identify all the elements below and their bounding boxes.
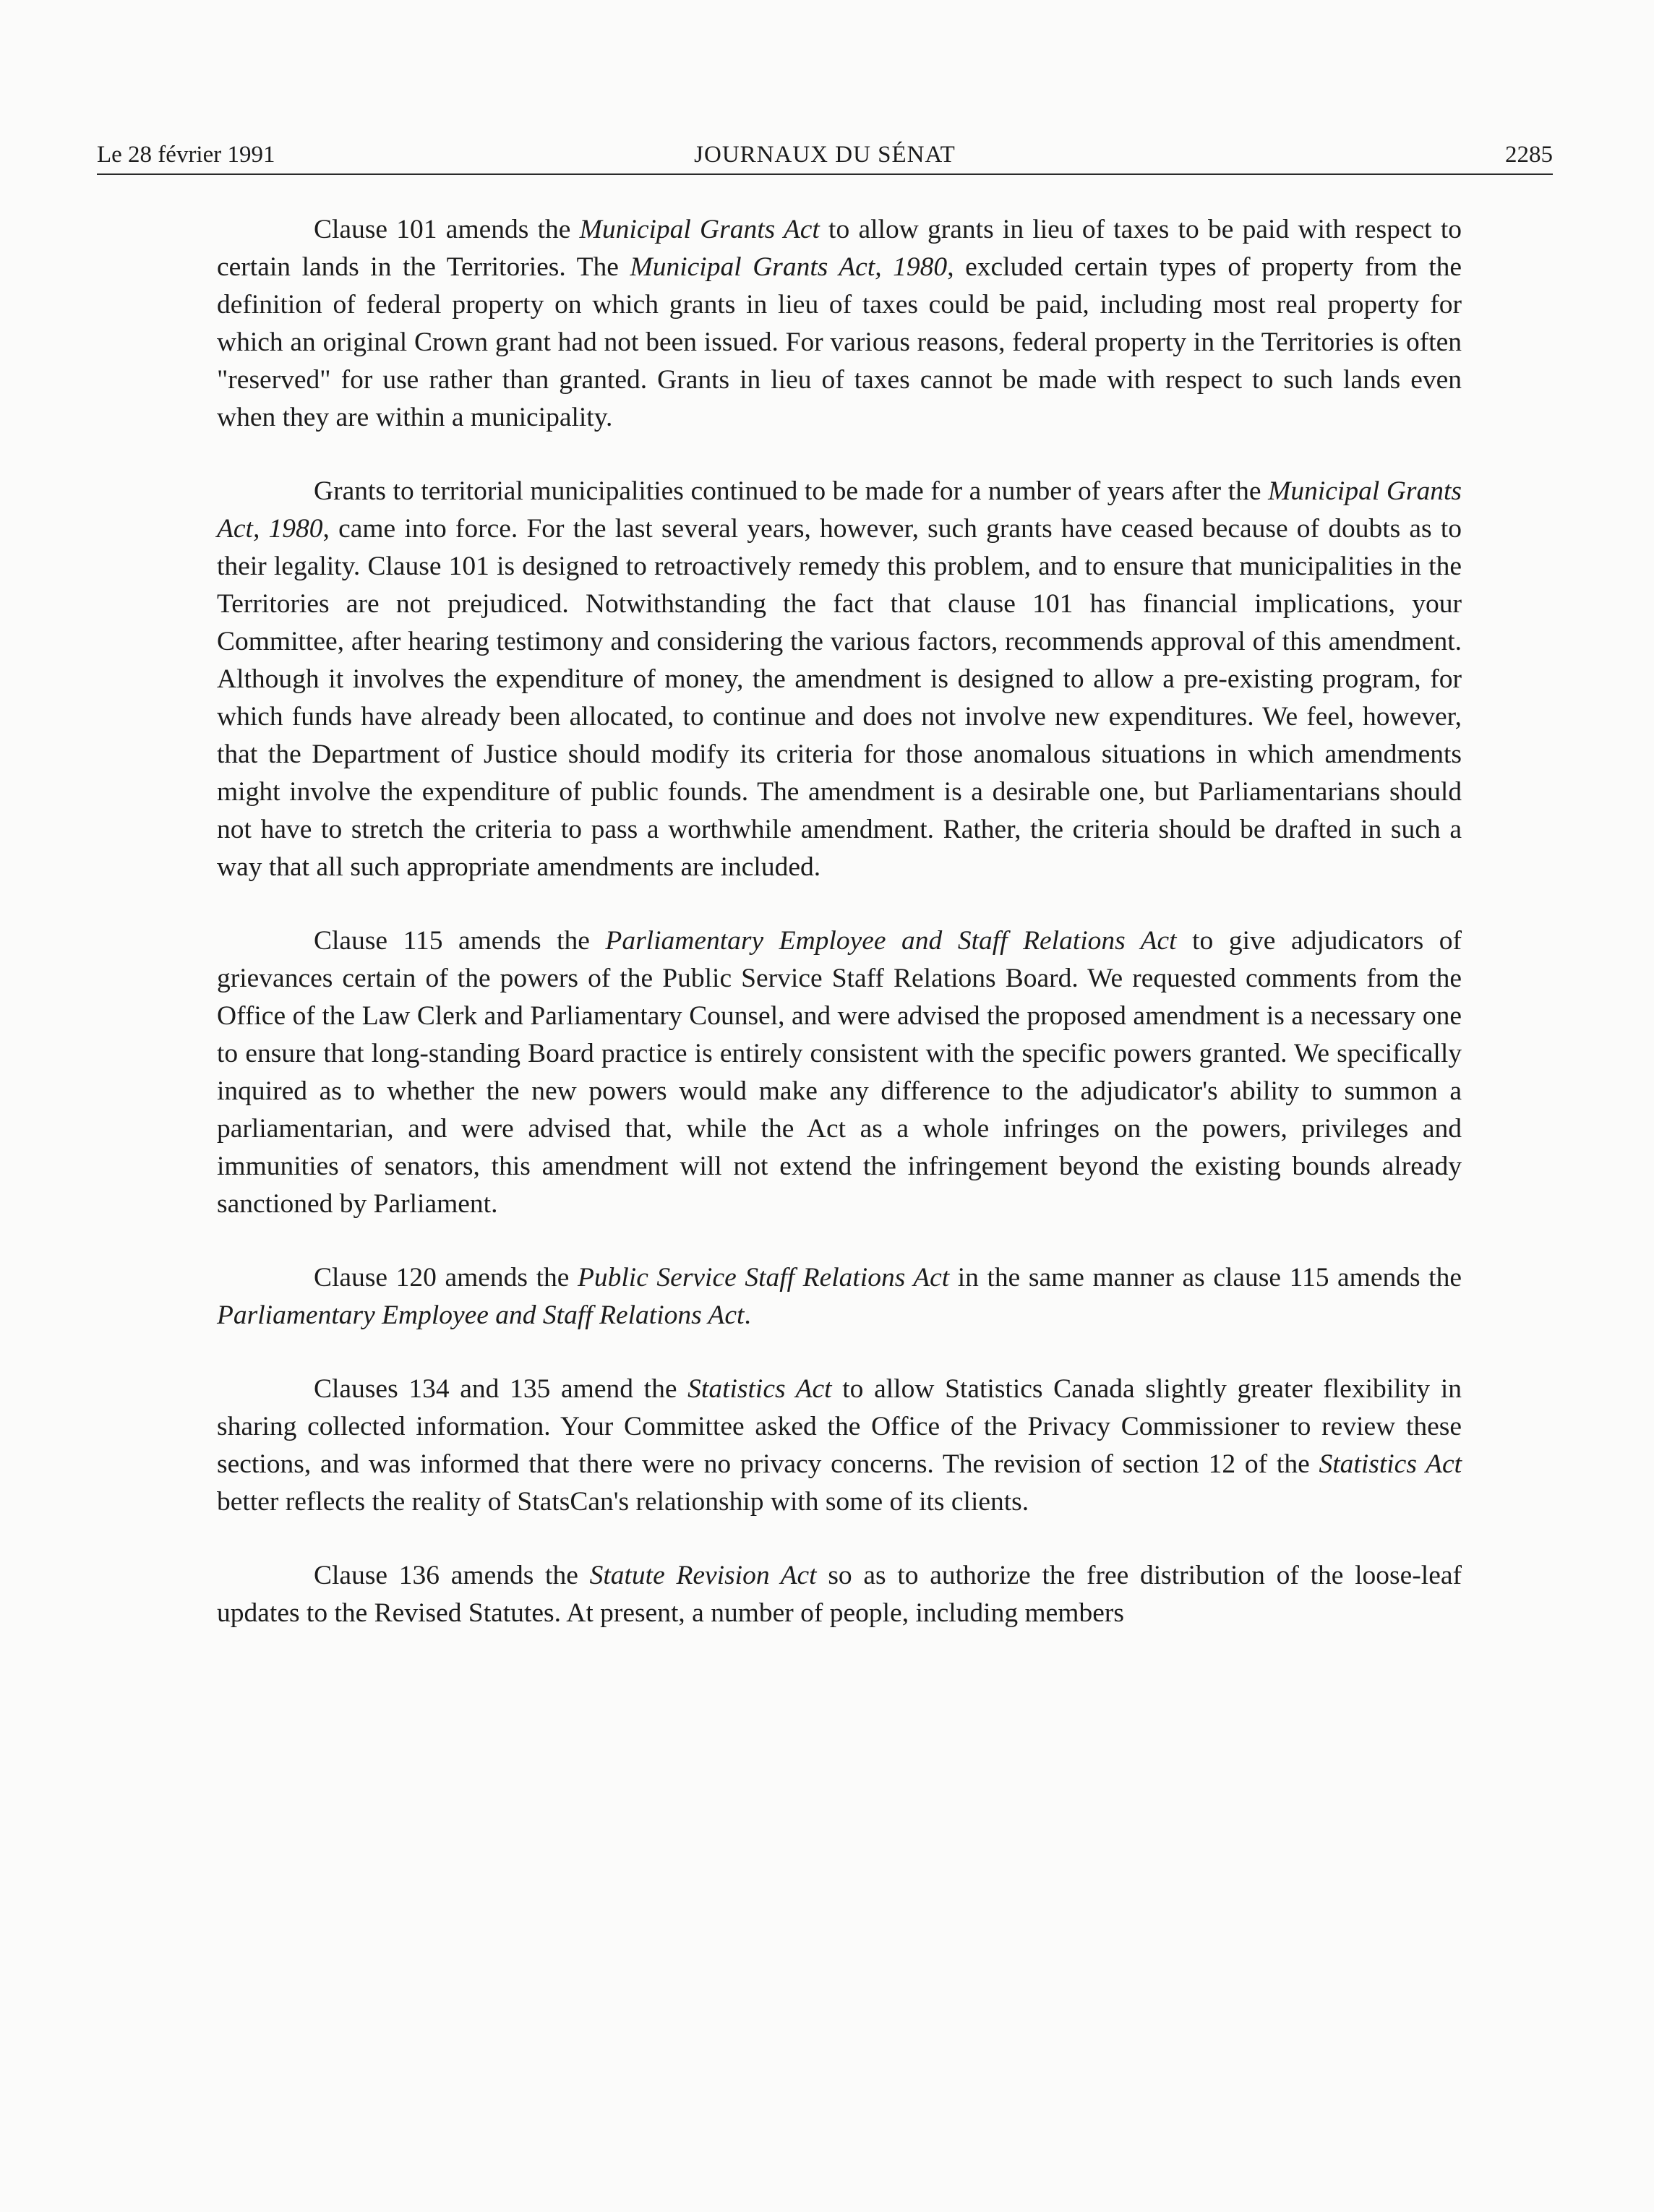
paragraph-clause-136 xyxy=(217,1557,1462,1632)
text-run: Clause 120 amends the xyxy=(314,1263,578,1293)
italic-act-title: Statute Revision Act xyxy=(589,1561,817,1590)
text-run: Clause 115 amends the xyxy=(314,926,606,956)
italic-act-title: Statistics Act xyxy=(687,1374,832,1404)
paragraph-clauses-134-135 xyxy=(217,1371,1462,1521)
text-run: . xyxy=(744,1300,751,1330)
paragraph-clause-115 xyxy=(217,922,1462,1223)
running-header xyxy=(97,136,1553,175)
text-run: to allow grants in lieu of taxes to be paid with respect to certain lands in the Territories. The xyxy=(217,215,1462,282)
text-run: , came into force. For the last several years, however, such grants have ceased because of doubts as to their legality. Clause 101 is designed to retroactively remedy this problem, and to ensure that municipalities in the Territories are not prejudiced. Notwithstanding the fact that clause 101 has financial implications, your Committee, after hearing testimony and considering the various factors, recommends approval of this amendment. Although it involves the expenditure of money, the amendment is designed to allow a pre-existing program, for which funds have already been allocated, to continue and does not involve new expenditures. We feel, however, that the Department of Justice should modify its criteria for those anomalous situations in which amendments might involve the expenditure of public founds. The amendment is a desirable one, but Parliamentarians should not have to stretch the criteria to pass a worthwhile amendment. Rather, the criteria should be drafted in such a way that all such appropriate amendments are included. xyxy=(217,514,1462,882)
text-run: in the same manner as clause 115 amends the xyxy=(949,1263,1462,1293)
paragraph-territorial-grants xyxy=(217,473,1462,886)
text-run: Clause 101 amends the xyxy=(314,215,580,244)
italic-act-title: Parliamentary Employee and Staff Relations Act xyxy=(605,926,1177,956)
text-run: Grants to territorial municipalities continued to be made for a number of years after the xyxy=(314,476,1269,506)
text-run: so as to authorize the free distribution of the loose-leaf updates to the Revised Statutes. At present, a number of people, including members xyxy=(217,1561,1462,1628)
text-run: to allow Statistics Canada slightly greater flexibility in sharing collected information. Your Committee asked the Office of the Privacy Commissioner to review these sections, and was informed that there were no privacy concerns. The revision of section 12 of the xyxy=(217,1374,1462,1479)
text-run: better reflects the reality of StatsCan's relationship with some of its clients. xyxy=(217,1487,1029,1517)
header-date: Le 28 février 1991 xyxy=(97,142,275,168)
italic-act-title: Municipal Grants Act, 1980 xyxy=(630,252,948,282)
body-text xyxy=(217,211,1462,1632)
header-journal-title: JOURNAUX DU SÉNAT xyxy=(694,142,956,168)
italic-act-title: Municipal Grants Act, 1980 xyxy=(217,476,1462,544)
italic-act-title: Parliamentary Employee and Staff Relations Act xyxy=(217,1300,745,1330)
page-number: 2285 xyxy=(1505,142,1553,168)
italic-act-title: Municipal Grants Act xyxy=(579,215,820,244)
text-run: , excluded certain types of property from the definition of federal property on which grants in lieu of taxes could be paid, including most real property for which an original Crown grant had not been issued. For various reasons, federal property in the Territories is often "reserved" for use rather than granted. Grants in lieu of taxes cannot be made with respect to such lands even when they are within a municipality. xyxy=(217,252,1462,432)
paragraph-clause-120 xyxy=(217,1259,1462,1334)
italic-act-title: Statistics Act xyxy=(1319,1449,1462,1479)
paragraph-clause-101 xyxy=(217,211,1462,437)
italic-act-title: Public Service Staff Relations Act xyxy=(577,1263,950,1293)
text-run: Clauses 134 and 135 amend the xyxy=(314,1374,688,1404)
text-run: to give adjudicators of grievances certain of the powers of the Public Service Staff Relations Board. We requested comments from the Office of the Law Clerk and Parliamentary Counsel, and were advised the proposed amendment is a necessary one to ensure that long-standing Board practice is entirely consistent with the specific powers granted. We specifically inquired as to whether the new powers would make any difference to the adjudicator's ability to summon a parliamentarian, and were advised that, while the Act as a whole infringes on the powers, privileges and immunities of senators, this amendment will not extend the infringement beyond the existing bounds already sanctioned by Parliament. xyxy=(217,926,1462,1219)
text-run: Clause 136 amends the xyxy=(314,1561,590,1590)
